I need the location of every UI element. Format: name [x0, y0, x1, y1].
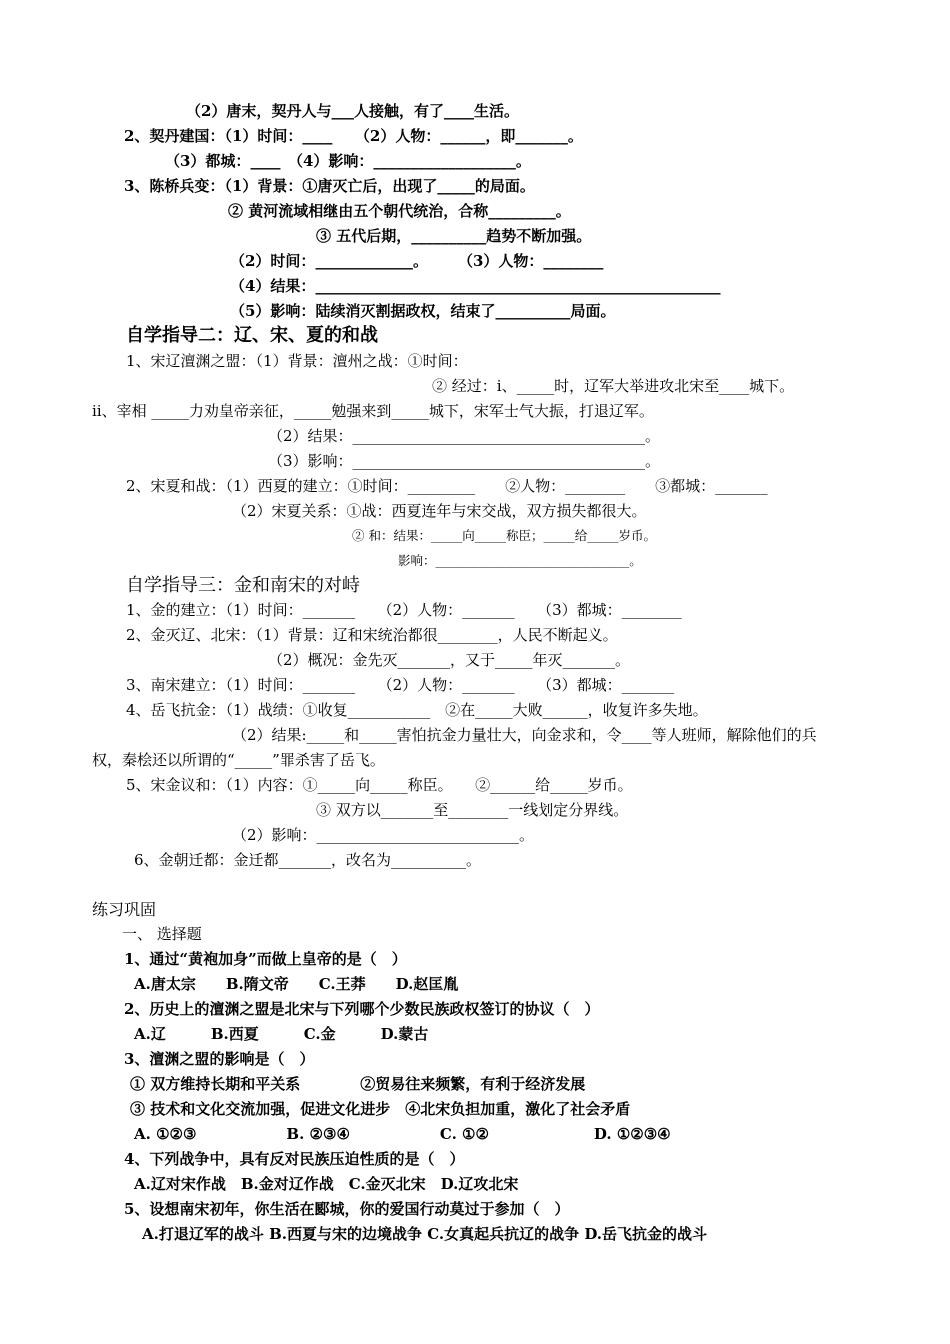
text-line: 1、宋辽澶渊之盟：（1）背景：澶州之战：①时间： [126, 352, 468, 370]
text-line: （2）宋夏关系：①战：西夏连年与宋交战，双方损失都很大。 [232, 502, 647, 520]
section-heading-2: 自学指导二：辽、宋、夏的和战 [126, 325, 378, 346]
text-line: 4、岳飞抗金：（1）战绩：①收复___________ ②在_____大败______，收复许多失地。 [126, 701, 708, 719]
text-line: （5）影响：陆续消灭割据政权，结束了__________局面。 [230, 302, 616, 320]
text-line: 影响：_______________________________。 [398, 553, 642, 568]
text-line: 2、金灭辽、北宋：（1）背景：辽和宋统治都很________，人民不断起义。 [126, 626, 618, 644]
text-line: 1、金的建立：（1）时间：_______ （2）人物：_______ （3）都城：________ [126, 601, 682, 619]
question-statement: ① 双方维持长期和平关系 ②贸易往来频繁，有利于经济发展 [130, 1075, 586, 1093]
question: 1、通过“黄袍加身”而做上皇帝的是（ ） [124, 950, 407, 968]
question: 5、设想南宋初年，你生活在郾城，你的爱国行动莫过于参加（ ） [124, 1200, 570, 1218]
text-line: ③ 双方以_______至________一线划定分界线。 [316, 801, 629, 819]
text-line: ③ 五代后期，__________趋势不断加强。 [316, 227, 592, 245]
text-line: 2、宋夏和战：（1）西夏的建立：①时间：_________ ②人物：________ ③都城：_______ [126, 477, 768, 495]
section-heading-3: 自学指导三：金和南宋的对峙 [126, 575, 360, 596]
text-line: （2）结果:_____和_____害怕抗金力量壮大，向金求和，令____等人班师，解除他们的兵 [232, 726, 817, 744]
question-options: A. ①②③ B. ②③④ C. ①② D. ①②③④ [134, 1125, 671, 1143]
text-line: ② 经过：ⅰ、_____时，辽军大举进攻北宋至____城下。 [432, 377, 795, 395]
text-line: ② 黄河流域相继由五个朝代统治，合称_________。 [228, 202, 571, 220]
text-line: （2）时间：_____________。 （3）人物：________ [230, 252, 604, 270]
question-options: A.辽 B.西夏 C.金 D.蒙古 [134, 1025, 429, 1043]
text-line: ⅱ、宰相 _____力劝皇帝亲征，_____勉强来到_____城下，宋军士气大振，打退辽军。 [92, 402, 654, 420]
text-line: （2）影响：___________________________。 [232, 826, 535, 844]
question-options: A.打退辽军的战斗 B.西夏与宋的边境战争 C.女真起兵抗辽的战争 D.岳飞抗金的战斗 [142, 1225, 708, 1243]
text-line: 权，秦桧还以所谓的“_____”罪杀害了岳飞。 [92, 751, 385, 769]
question: 3、澶渊之盟的影响是（ ） [124, 1050, 315, 1068]
text-line: （4）结果：______________________________________________________ [230, 277, 721, 295]
text-line: 3、陈桥兵变：（1）背景：①唐灭亡后，出现了_____的局面。 [124, 177, 535, 195]
question-options: A.辽对宋作战 B.金对辽作战 C.金灭北宋 D.辽攻北宋 [134, 1175, 519, 1193]
text-line: （3）都城：____ （4）影响：___________________。 [165, 152, 531, 170]
choice-heading: 一、 选择题 [122, 925, 202, 943]
question-options: A.唐太宗 B.隋文帝 C.王莽 D.赵匡胤 [134, 975, 459, 993]
question-statement: ③ 技术和文化交流加强，促进文化进步 ④北宋负担加重，激化了社会矛盾 [130, 1100, 631, 1118]
text-line: 3、南宋建立：（1）时间：_______ （2）人物：_______ （3）都城：_______ [126, 676, 675, 694]
text-line: （3）影响：_______________________________________。 [268, 452, 661, 470]
text-line: 5、宋金议和：（1）内容：①_____向_____称臣。 ②______给_____岁币。 [126, 776, 633, 794]
question: 2、历史上的澶渊之盟是北宋与下列哪个少数民族政权签订的协议（ ） [124, 1000, 600, 1018]
text-line: 6、金朝迁都：金迁都_______，改名为__________。 [134, 851, 482, 869]
text-line: （2）结果：_______________________________________。 [268, 427, 661, 445]
question: 4、下列战争中，具有反对民族压迫性质的是（ ） [124, 1150, 465, 1168]
text-line: （2）概况：金先灭_______，又于_____年灭_______。 [268, 651, 631, 669]
text-line: ② 和：结果：_____向_____称臣；_____给_____岁币。 [352, 528, 656, 543]
text-line: （2）唐末，契丹人与___人接触，有了____生活。 [186, 102, 519, 120]
text-line: 2、契丹建国：（1）时间：____ （2）人物：______，即_______。 [124, 127, 583, 145]
practice-heading: 练习巩固 [92, 900, 157, 919]
